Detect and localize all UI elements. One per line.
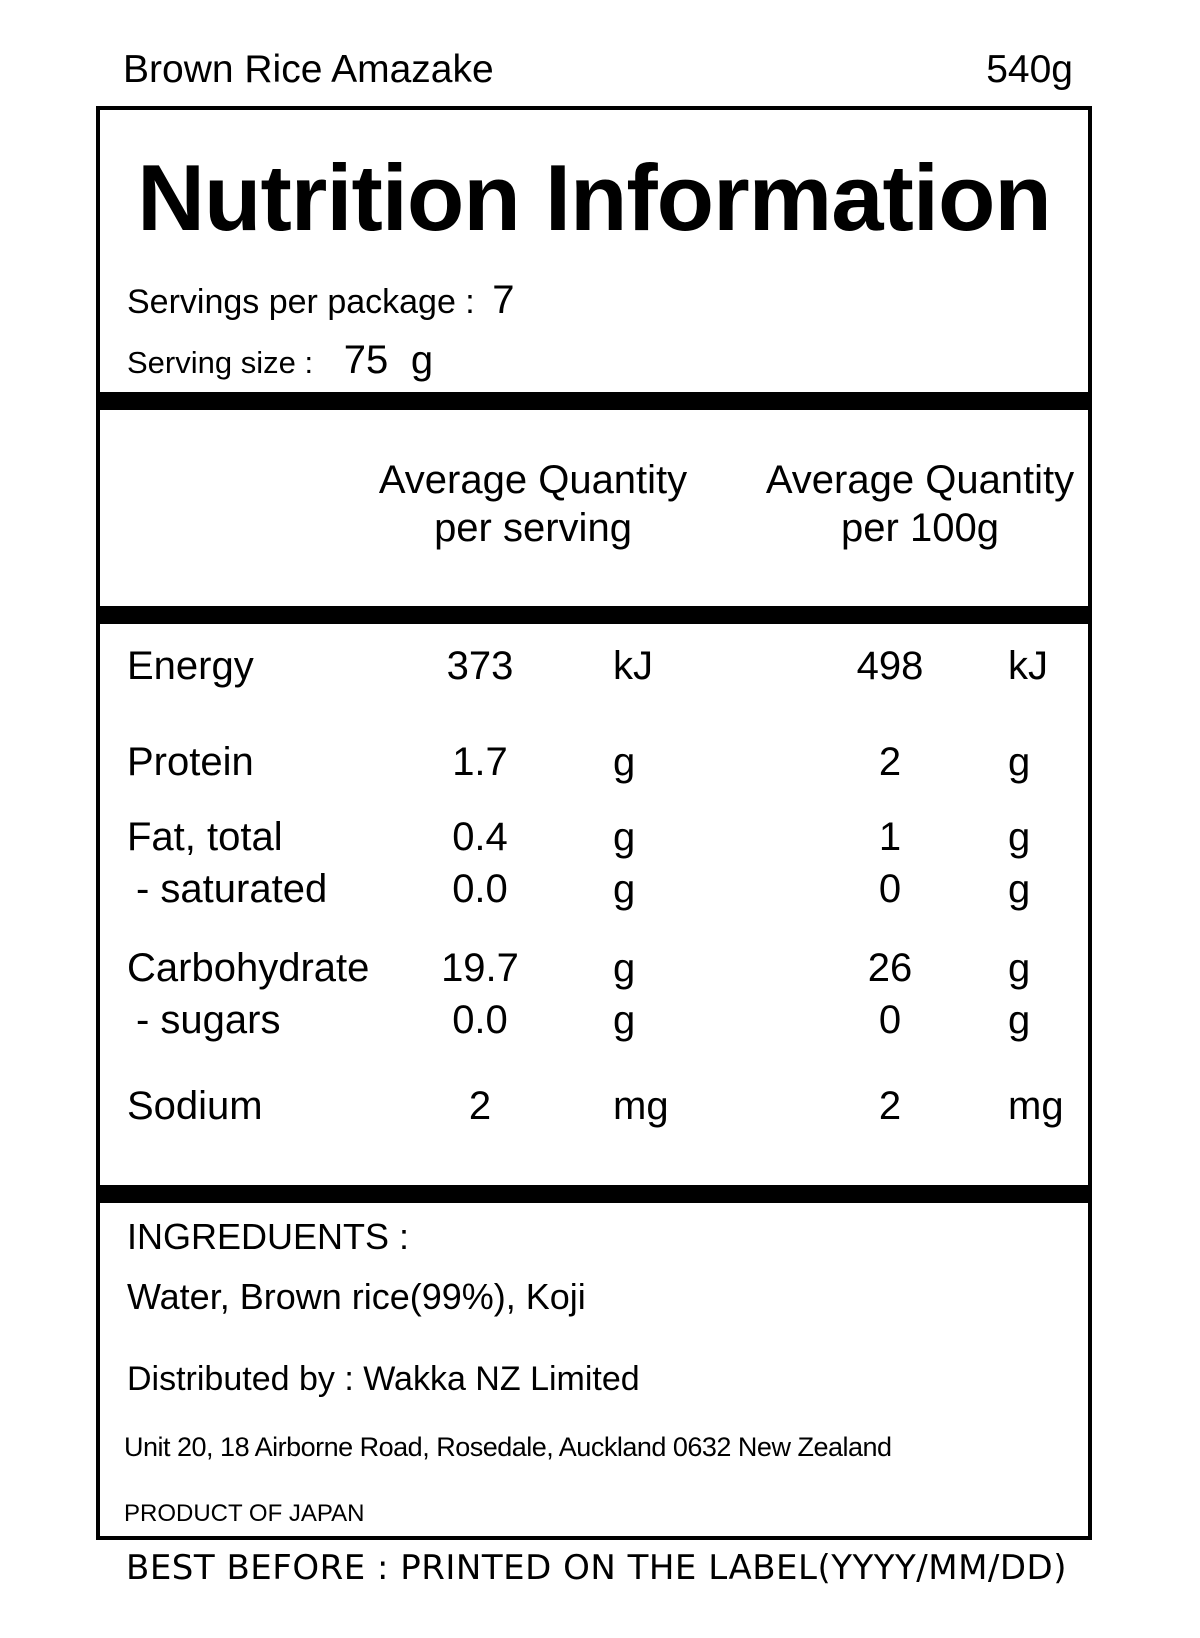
nutrient-per-100g-unit: kJ xyxy=(1008,644,1048,688)
nutrient-per-serving-unit: mg xyxy=(613,1084,669,1128)
nutrient-per-serving: 0.0 xyxy=(452,998,508,1042)
nutrient-per-100g-unit: g xyxy=(1008,946,1031,990)
nutrient-per-100g: 0 xyxy=(878,867,902,911)
distributor-text: Distributed by : Wakka NZ Limited xyxy=(127,1360,640,1398)
nutrient-per-100g: 2 xyxy=(878,740,902,784)
nutrient-per-serving-unit: kJ xyxy=(613,644,653,688)
net-weight: 540g xyxy=(986,48,1073,91)
nutrient-per-serving-unit: g xyxy=(613,998,636,1042)
serving-size xyxy=(127,338,433,383)
nutrient-per-serving-unit: g xyxy=(613,815,636,859)
nutrient-row-sodium xyxy=(100,1080,1088,1132)
column-header-line: Average Quantity xyxy=(378,458,688,502)
nutrient-row-sugars xyxy=(100,994,1088,1046)
column-header-per-100g xyxy=(750,456,1090,552)
divider-bar xyxy=(96,1185,1092,1203)
nutrient-per-serving: 2 xyxy=(468,1084,492,1128)
label-top-row xyxy=(123,48,1073,98)
nutrient-name: Protein xyxy=(127,740,254,784)
nutrient-row-carbohydrate xyxy=(100,942,1088,994)
column-header-line: per 100g xyxy=(841,506,999,550)
nutrient-per-100g-unit: g xyxy=(1008,815,1031,859)
nutrient-per-100g: 26 xyxy=(867,946,913,990)
nutrient-per-100g-unit: g xyxy=(1008,740,1031,784)
nutrient-row-energy xyxy=(100,640,1088,692)
nutrient-row-saturated xyxy=(100,863,1088,915)
column-header-line: Average Quantity xyxy=(765,458,1075,502)
ingredients-label: INGREDUENTS : xyxy=(127,1216,410,1257)
servings-value: 7 xyxy=(492,278,515,322)
nutrient-per-100g: 1 xyxy=(878,815,902,859)
serving-size-unit: g xyxy=(410,338,434,382)
nutrient-name: Energy xyxy=(127,644,254,688)
nutrient-per-100g-unit: g xyxy=(1008,867,1031,911)
nutrient-per-serving: 0.0 xyxy=(452,867,508,911)
nutrient-name: Carbohydrate xyxy=(127,946,370,990)
divider-bar xyxy=(96,606,1092,624)
nutrient-per-serving: 1.7 xyxy=(452,740,508,784)
nutrition-panel xyxy=(96,106,1092,1540)
nutrient-row-fat-total xyxy=(100,811,1088,863)
nutrient-per-serving: 19.7 xyxy=(441,946,519,990)
country-of-origin: PRODUCT OF JAPAN xyxy=(124,1500,365,1527)
column-header-line: per serving xyxy=(434,506,632,550)
serving-size-label: Serving size : xyxy=(127,345,314,380)
nutrient-name: - saturated xyxy=(136,867,328,911)
nutrient-per-serving: 0.4 xyxy=(452,815,508,859)
nutrient-name: Fat, total xyxy=(127,815,283,859)
serving-size-value: 75 xyxy=(343,338,389,382)
nutrient-per-100g: 0 xyxy=(878,998,902,1042)
nutrient-per-100g-unit: mg xyxy=(1008,1084,1064,1128)
distributor-address: Unit 20, 18 Airborne Road, Rosedale, Auckland 0632 New Zealand xyxy=(124,1432,892,1462)
nutrient-per-100g: 498 xyxy=(856,644,924,688)
product-name: Brown Rice Amazake xyxy=(123,48,494,91)
nutrient-per-100g: 2 xyxy=(878,1084,902,1128)
nutrient-per-serving-unit: g xyxy=(613,946,636,990)
nutrient-per-100g-unit: g xyxy=(1008,998,1031,1042)
servings-label: Servings per package : xyxy=(127,283,475,321)
servings-per-package xyxy=(127,278,514,323)
nutrient-per-serving: 373 xyxy=(446,644,514,688)
divider-bar xyxy=(96,392,1092,410)
nutrient-per-serving-unit: g xyxy=(613,740,636,784)
nutrient-name: - sugars xyxy=(136,998,281,1042)
ingredients-text: Water, Brown rice(99%), Koji xyxy=(127,1276,586,1317)
column-header-per-serving xyxy=(368,456,698,552)
best-before-text: BEST BEFORE : PRINTED ON THE LABEL(YYYY/MM/DD) xyxy=(126,1548,1067,1588)
nutrient-name: Sodium xyxy=(127,1084,263,1128)
panel-heading: Nutrition Information xyxy=(137,145,1051,250)
nutrient-per-serving-unit: g xyxy=(613,867,636,911)
nutrient-row-protein xyxy=(100,736,1088,788)
